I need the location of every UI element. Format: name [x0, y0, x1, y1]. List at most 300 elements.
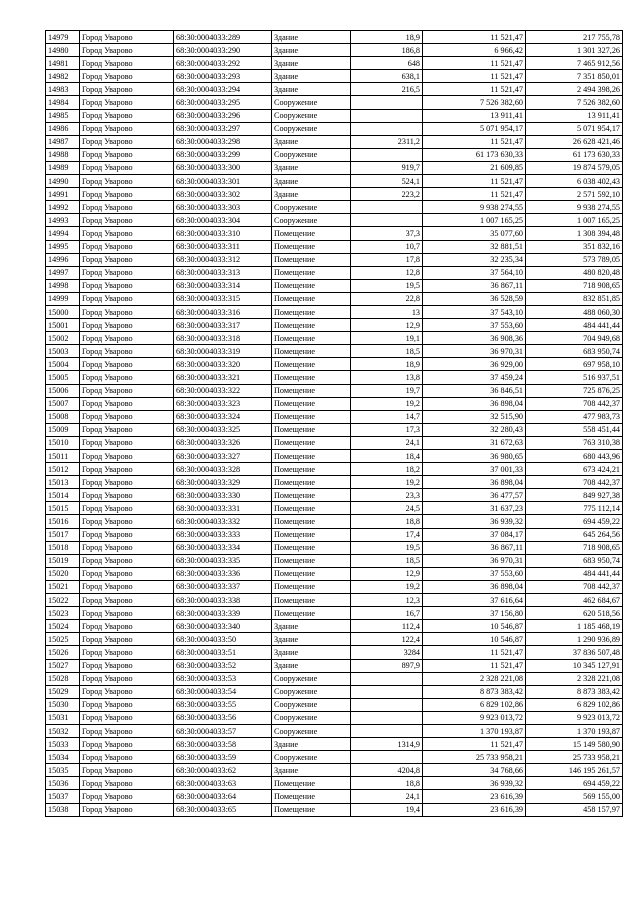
object-type-cell: Помещение	[272, 436, 351, 449]
locality-cell: Город Уварово	[80, 135, 174, 148]
locality-cell: Город Уварово	[80, 751, 174, 764]
row-number-cell: 14988	[46, 148, 80, 161]
object-type-cell: Помещение	[272, 567, 351, 580]
locality-cell: Город Уварово	[80, 711, 174, 724]
row-number-cell: 15021	[46, 580, 80, 593]
cadastral-value-cell: 7 351 850,01	[526, 70, 623, 83]
object-type-cell: Здание	[272, 175, 351, 188]
cadastral-value-cell: 13 911,41	[526, 109, 623, 122]
locality-cell: Город Уварово	[80, 738, 174, 751]
cadastral-number-cell: 68:30:0004033:298	[174, 135, 272, 148]
specific-value-cell: 32 280,43	[423, 423, 526, 436]
locality-cell: Город Уварово	[80, 148, 174, 161]
cadastral-value-cell: 10 345 127,91	[526, 659, 623, 672]
cadastral-value-cell: 694 459,22	[526, 777, 623, 790]
table-row	[46, 384, 623, 397]
specific-value-cell: 11 521,47	[423, 31, 526, 44]
cadastral-value-cell: 708 442,37	[526, 580, 623, 593]
cadastral-number-cell: 68:30:0004033:312	[174, 253, 272, 266]
table-row	[46, 161, 623, 174]
cadastral-number-cell: 68:30:0004033:297	[174, 122, 272, 135]
table-row	[46, 410, 623, 423]
row-number-cell: 15009	[46, 423, 80, 436]
object-type-cell: Помещение	[272, 515, 351, 528]
specific-value-cell: 61 173 630,33	[423, 148, 526, 161]
cadastral-value-cell: 2 571 592,10	[526, 188, 623, 201]
cadastral-value-cell: 8 873 383,42	[526, 685, 623, 698]
specific-value-cell: 11 521,47	[423, 659, 526, 672]
cadastral-value-cell: 6 829 102,86	[526, 698, 623, 711]
cadastral-value-cell: 1 370 193,87	[526, 724, 623, 737]
row-number-cell: 15024	[46, 620, 80, 633]
table-row	[46, 319, 623, 332]
cadastral-value-cell: 725 876,25	[526, 384, 623, 397]
cadastral-value-cell: 480 820,48	[526, 266, 623, 279]
table-row	[46, 175, 623, 188]
locality-cell: Город Уварово	[80, 279, 174, 292]
cadastral-value-cell: 718 908,65	[526, 541, 623, 554]
locality-cell: Город Уварово	[80, 332, 174, 345]
cadastral-value-cell: 697 958,10	[526, 358, 623, 371]
cadastral-number-cell: 68:30:0004033:292	[174, 57, 272, 70]
table-row	[46, 397, 623, 410]
locality-cell: Город Уварово	[80, 384, 174, 397]
locality-cell: Город Уварово	[80, 161, 174, 174]
area-cell: 18,2	[351, 463, 423, 476]
area-cell: 12,3	[351, 594, 423, 607]
row-number-cell: 14985	[46, 109, 80, 122]
object-type-cell: Помещение	[272, 319, 351, 332]
cadastral-value-cell: 1 007 165,25	[526, 214, 623, 227]
row-number-cell: 15011	[46, 450, 80, 463]
locality-cell: Город Уварово	[80, 515, 174, 528]
cadastral-number-cell: 68:30:0004033:314	[174, 279, 272, 292]
row-number-cell: 15031	[46, 711, 80, 724]
cadastral-value-cell: 61 173 630,33	[526, 148, 623, 161]
table-row	[46, 332, 623, 345]
object-type-cell: Здание	[272, 161, 351, 174]
table-body	[46, 31, 623, 817]
locality-cell: Город Уварово	[80, 698, 174, 711]
area-cell: 19,4	[351, 803, 423, 816]
locality-cell: Город Уварово	[80, 764, 174, 777]
area-cell: 10,7	[351, 240, 423, 253]
locality-cell: Город Уварово	[80, 620, 174, 633]
cadastral-value-cell: 2 494 398,26	[526, 83, 623, 96]
object-type-cell: Помещение	[272, 777, 351, 790]
locality-cell: Город Уварово	[80, 502, 174, 515]
object-type-cell: Помещение	[272, 541, 351, 554]
table-row	[46, 214, 623, 227]
row-number-cell: 15012	[46, 463, 80, 476]
object-type-cell: Помещение	[272, 594, 351, 607]
cadastral-number-cell: 68:30:0004033:316	[174, 305, 272, 318]
area-cell: 1314,9	[351, 738, 423, 751]
specific-value-cell: 9 923 013,72	[423, 711, 526, 724]
specific-value-cell: 36 980,65	[423, 450, 526, 463]
object-type-cell: Здание	[272, 620, 351, 633]
area-cell: 13,8	[351, 371, 423, 384]
cadastral-number-cell: 68:30:0004033:311	[174, 240, 272, 253]
specific-value-cell: 37 553,60	[423, 567, 526, 580]
locality-cell: Город Уварово	[80, 489, 174, 502]
specific-value-cell: 31 637,23	[423, 502, 526, 515]
specific-value-cell: 6 966,42	[423, 44, 526, 57]
area-cell: 12,9	[351, 567, 423, 580]
object-type-cell: Помещение	[272, 554, 351, 567]
row-number-cell: 14998	[46, 279, 80, 292]
specific-value-cell: 10 546,87	[423, 620, 526, 633]
cadastral-number-cell: 68:30:0004033:327	[174, 450, 272, 463]
locality-cell: Город Уварово	[80, 646, 174, 659]
specific-value-cell: 36 867,11	[423, 279, 526, 292]
cadastral-number-cell: 68:30:0004033:52	[174, 659, 272, 672]
object-type-cell: Сооружение	[272, 201, 351, 214]
table-row	[46, 594, 623, 607]
cadastral-value-cell: 26 628 421,46	[526, 135, 623, 148]
cadastral-number-cell: 68:30:0004033:329	[174, 476, 272, 489]
object-type-cell: Здание	[272, 31, 351, 44]
cadastral-number-cell: 68:30:0004033:313	[174, 266, 272, 279]
locality-cell: Город Уварово	[80, 397, 174, 410]
table-row	[46, 580, 623, 593]
object-type-cell: Сооружение	[272, 724, 351, 737]
object-type-cell: Здание	[272, 738, 351, 751]
specific-value-cell: 11 521,47	[423, 175, 526, 188]
table-row	[46, 135, 623, 148]
row-number-cell: 14987	[46, 135, 80, 148]
area-cell: 648	[351, 57, 423, 70]
cadastral-value-cell: 673 424,21	[526, 463, 623, 476]
row-number-cell: 15017	[46, 528, 80, 541]
cadastral-number-cell: 68:30:0004033:325	[174, 423, 272, 436]
cadastral-number-cell: 68:30:0004033:332	[174, 515, 272, 528]
specific-value-cell: 36 908,36	[423, 332, 526, 345]
cadastral-value-cell: 718 908,65	[526, 279, 623, 292]
cadastral-value-cell: 2 328 221,08	[526, 672, 623, 685]
cadastral-number-cell: 68:30:0004033:322	[174, 384, 272, 397]
cadastral-number-cell: 68:30:0004033:320	[174, 358, 272, 371]
specific-value-cell: 36 867,11	[423, 541, 526, 554]
cadastral-number-cell: 68:30:0004033:58	[174, 738, 272, 751]
cadastral-number-cell: 68:30:0004033:290	[174, 44, 272, 57]
row-number-cell: 15006	[46, 384, 80, 397]
area-cell: 638,1	[351, 70, 423, 83]
specific-value-cell: 32 515,90	[423, 410, 526, 423]
locality-cell: Город Уварово	[80, 580, 174, 593]
locality-cell: Город Уварово	[80, 188, 174, 201]
specific-value-cell: 36 528,59	[423, 292, 526, 305]
cadastral-number-cell: 68:30:0004033:333	[174, 528, 272, 541]
object-type-cell: Помещение	[272, 227, 351, 240]
object-type-cell: Помещение	[272, 450, 351, 463]
object-type-cell: Здание	[272, 646, 351, 659]
locality-cell: Город Уварово	[80, 607, 174, 620]
cadastral-number-cell: 68:30:0004033:326	[174, 436, 272, 449]
cadastral-value-cell: 351 832,16	[526, 240, 623, 253]
area-cell	[351, 148, 423, 161]
cadastral-number-cell: 68:30:0004033:328	[174, 463, 272, 476]
area-cell: 524,1	[351, 175, 423, 188]
specific-value-cell: 36 970,31	[423, 554, 526, 567]
specific-value-cell: 1 370 193,87	[423, 724, 526, 737]
cadastral-number-cell: 68:30:0004033:340	[174, 620, 272, 633]
row-number-cell: 15023	[46, 607, 80, 620]
row-number-cell: 14993	[46, 214, 80, 227]
cadastral-number-cell: 68:30:0004033:65	[174, 803, 272, 816]
object-type-cell: Здание	[272, 44, 351, 57]
cadastral-number-cell: 68:30:0004033:293	[174, 70, 272, 83]
object-type-cell: Помещение	[272, 266, 351, 279]
row-number-cell: 15037	[46, 790, 80, 803]
area-cell: 37,3	[351, 227, 423, 240]
cadastral-number-cell: 68:30:0004033:318	[174, 332, 272, 345]
row-number-cell: 15018	[46, 541, 80, 554]
table-row	[46, 31, 623, 44]
specific-value-cell: 36 939,32	[423, 777, 526, 790]
row-number-cell: 15033	[46, 738, 80, 751]
specific-value-cell: 25 733 958,21	[423, 751, 526, 764]
specific-value-cell: 36 898,04	[423, 397, 526, 410]
cadastral-value-cell: 516 937,51	[526, 371, 623, 384]
locality-cell: Город Уварово	[80, 201, 174, 214]
cadastral-number-cell: 68:30:0004033:303	[174, 201, 272, 214]
cadastral-number-cell: 68:30:0004033:304	[174, 214, 272, 227]
object-type-cell: Здание	[272, 135, 351, 148]
table-row	[46, 633, 623, 646]
area-cell	[351, 214, 423, 227]
row-number-cell: 14984	[46, 96, 80, 109]
locality-cell: Город Уварово	[80, 44, 174, 57]
area-cell: 3284	[351, 646, 423, 659]
cadastral-value-cell: 217 755,78	[526, 31, 623, 44]
cadastral-value-cell: 683 950,74	[526, 554, 623, 567]
cadastral-value-cell: 1 301 327,26	[526, 44, 623, 57]
specific-value-cell: 9 938 274,55	[423, 201, 526, 214]
area-cell: 19,2	[351, 476, 423, 489]
object-type-cell: Помещение	[272, 803, 351, 816]
object-type-cell: Здание	[272, 188, 351, 201]
table-row	[46, 698, 623, 711]
cadastral-value-cell: 484 441,44	[526, 319, 623, 332]
table-row	[46, 528, 623, 541]
row-number-cell: 15025	[46, 633, 80, 646]
specific-value-cell: 36 846,51	[423, 384, 526, 397]
cadastral-value-cell: 458 157,97	[526, 803, 623, 816]
object-type-cell: Помещение	[272, 384, 351, 397]
area-cell: 919,7	[351, 161, 423, 174]
area-cell: 14,7	[351, 410, 423, 423]
locality-cell: Город Уварово	[80, 724, 174, 737]
cadastral-number-cell: 68:30:0004033:300	[174, 161, 272, 174]
row-number-cell: 15019	[46, 554, 80, 567]
area-cell: 18,9	[351, 358, 423, 371]
object-type-cell: Сооружение	[272, 122, 351, 135]
object-type-cell: Помещение	[272, 371, 351, 384]
locality-cell: Город Уварово	[80, 292, 174, 305]
area-cell: 897,9	[351, 659, 423, 672]
locality-cell: Город Уварово	[80, 541, 174, 554]
area-cell	[351, 711, 423, 724]
object-type-cell: Помещение	[272, 253, 351, 266]
cadastral-number-cell: 68:30:0004033:59	[174, 751, 272, 764]
cadastral-value-cell: 645 264,56	[526, 528, 623, 541]
cadastral-number-cell: 68:30:0004033:321	[174, 371, 272, 384]
specific-value-cell: 11 521,47	[423, 135, 526, 148]
area-cell: 19,5	[351, 279, 423, 292]
table-row	[46, 122, 623, 135]
locality-cell: Город Уварово	[80, 305, 174, 318]
locality-cell: Город Уварово	[80, 371, 174, 384]
area-cell	[351, 724, 423, 737]
locality-cell: Город Уварово	[80, 175, 174, 188]
table-row	[46, 109, 623, 122]
cadastral-number-cell: 68:30:0004033:54	[174, 685, 272, 698]
row-number-cell: 14991	[46, 188, 80, 201]
cadastral-value-cell: 708 442,37	[526, 476, 623, 489]
locality-cell: Город Уварово	[80, 672, 174, 685]
object-type-cell: Помещение	[272, 292, 351, 305]
object-type-cell: Сооружение	[272, 672, 351, 685]
area-cell: 19,2	[351, 397, 423, 410]
area-cell	[351, 672, 423, 685]
object-type-cell: Помещение	[272, 790, 351, 803]
area-cell: 18,5	[351, 345, 423, 358]
cadastral-number-cell: 68:30:0004033:338	[174, 594, 272, 607]
table-row	[46, 764, 623, 777]
locality-cell: Город Уварово	[80, 358, 174, 371]
area-cell: 23,3	[351, 489, 423, 502]
specific-value-cell: 35 077,60	[423, 227, 526, 240]
row-number-cell: 14997	[46, 266, 80, 279]
table-row	[46, 253, 623, 266]
cadastral-value-cell: 704 949,68	[526, 332, 623, 345]
area-cell	[351, 698, 423, 711]
specific-value-cell: 37 553,60	[423, 319, 526, 332]
cadastral-value-cell: 9 923 013,72	[526, 711, 623, 724]
area-cell: 18,8	[351, 515, 423, 528]
locality-cell: Город Уварово	[80, 463, 174, 476]
specific-value-cell: 37 616,64	[423, 594, 526, 607]
row-number-cell: 15035	[46, 764, 80, 777]
cadastral-number-cell: 68:30:0004033:294	[174, 83, 272, 96]
specific-value-cell: 11 521,47	[423, 70, 526, 83]
locality-cell: Город Уварово	[80, 803, 174, 816]
area-cell: 18,9	[351, 31, 423, 44]
table-row	[46, 620, 623, 633]
row-number-cell: 14994	[46, 227, 80, 240]
object-type-cell: Здание	[272, 57, 351, 70]
table-row	[46, 83, 623, 96]
cadastral-value-cell: 680 443,96	[526, 450, 623, 463]
cadastral-number-cell: 68:30:0004033:299	[174, 148, 272, 161]
cadastral-number-cell: 68:30:0004033:339	[174, 607, 272, 620]
row-number-cell: 15038	[46, 803, 80, 816]
area-cell: 22,8	[351, 292, 423, 305]
area-cell	[351, 96, 423, 109]
cadastral-number-cell: 68:30:0004033:53	[174, 672, 272, 685]
table-row	[46, 44, 623, 57]
row-number-cell: 15029	[46, 685, 80, 698]
object-type-cell: Здание	[272, 764, 351, 777]
object-type-cell: Помещение	[272, 463, 351, 476]
object-type-cell: Здание	[272, 83, 351, 96]
row-number-cell: 15034	[46, 751, 80, 764]
row-number-cell: 15030	[46, 698, 80, 711]
cadastral-number-cell: 68:30:0004033:315	[174, 292, 272, 305]
specific-value-cell: 8 873 383,42	[423, 685, 526, 698]
object-type-cell: Помещение	[272, 305, 351, 318]
cadastral-number-cell: 68:30:0004033:330	[174, 489, 272, 502]
area-cell	[351, 122, 423, 135]
area-cell: 19,1	[351, 332, 423, 345]
cadastral-number-cell: 68:30:0004033:295	[174, 96, 272, 109]
locality-cell: Город Уварово	[80, 450, 174, 463]
locality-cell: Город Уварово	[80, 777, 174, 790]
area-cell: 186,8	[351, 44, 423, 57]
specific-value-cell: 32 881,51	[423, 240, 526, 253]
locality-cell: Город Уварово	[80, 70, 174, 83]
table-row	[46, 279, 623, 292]
area-cell: 16,7	[351, 607, 423, 620]
locality-cell: Город Уварово	[80, 567, 174, 580]
object-type-cell: Помещение	[272, 410, 351, 423]
locality-cell: Город Уварово	[80, 554, 174, 567]
object-type-cell: Помещение	[272, 607, 351, 620]
specific-value-cell: 11 521,47	[423, 646, 526, 659]
table-row	[46, 685, 623, 698]
area-cell: 12,8	[351, 266, 423, 279]
table-row	[46, 672, 623, 685]
row-number-cell: 14982	[46, 70, 80, 83]
locality-cell: Город Уварово	[80, 594, 174, 607]
object-type-cell: Сооружение	[272, 214, 351, 227]
specific-value-cell: 23 616,39	[423, 790, 526, 803]
cadastral-value-cell: 620 518,56	[526, 607, 623, 620]
table-row	[46, 803, 623, 816]
specific-value-cell: 21 609,85	[423, 161, 526, 174]
object-type-cell: Помещение	[272, 580, 351, 593]
row-number-cell: 14992	[46, 201, 80, 214]
cadastral-number-cell: 68:30:0004033:337	[174, 580, 272, 593]
locality-cell: Город Уварово	[80, 659, 174, 672]
table-row	[46, 541, 623, 554]
table-row	[46, 751, 623, 764]
specific-value-cell: 2 328 221,08	[423, 672, 526, 685]
locality-cell: Город Уварово	[80, 528, 174, 541]
table-row	[46, 305, 623, 318]
specific-value-cell: 37 564,10	[423, 266, 526, 279]
cadastral-value-cell: 19 874 579,05	[526, 161, 623, 174]
locality-cell: Город Уварово	[80, 253, 174, 266]
cadastral-number-cell: 68:30:0004033:319	[174, 345, 272, 358]
row-number-cell: 15000	[46, 305, 80, 318]
specific-value-cell: 36 898,04	[423, 580, 526, 593]
locality-cell: Город Уварово	[80, 423, 174, 436]
cadastral-number-cell: 68:30:0004033:317	[174, 319, 272, 332]
row-number-cell: 15036	[46, 777, 80, 790]
row-number-cell: 15003	[46, 345, 80, 358]
locality-cell: Город Уварово	[80, 57, 174, 70]
table-row	[46, 724, 623, 737]
table-row	[46, 57, 623, 70]
object-type-cell: Помещение	[272, 502, 351, 515]
row-number-cell: 14989	[46, 161, 80, 174]
cadastral-number-cell: 68:30:0004033:323	[174, 397, 272, 410]
object-type-cell: Помещение	[272, 528, 351, 541]
cadastral-value-cell: 558 451,44	[526, 423, 623, 436]
table-row	[46, 711, 623, 724]
